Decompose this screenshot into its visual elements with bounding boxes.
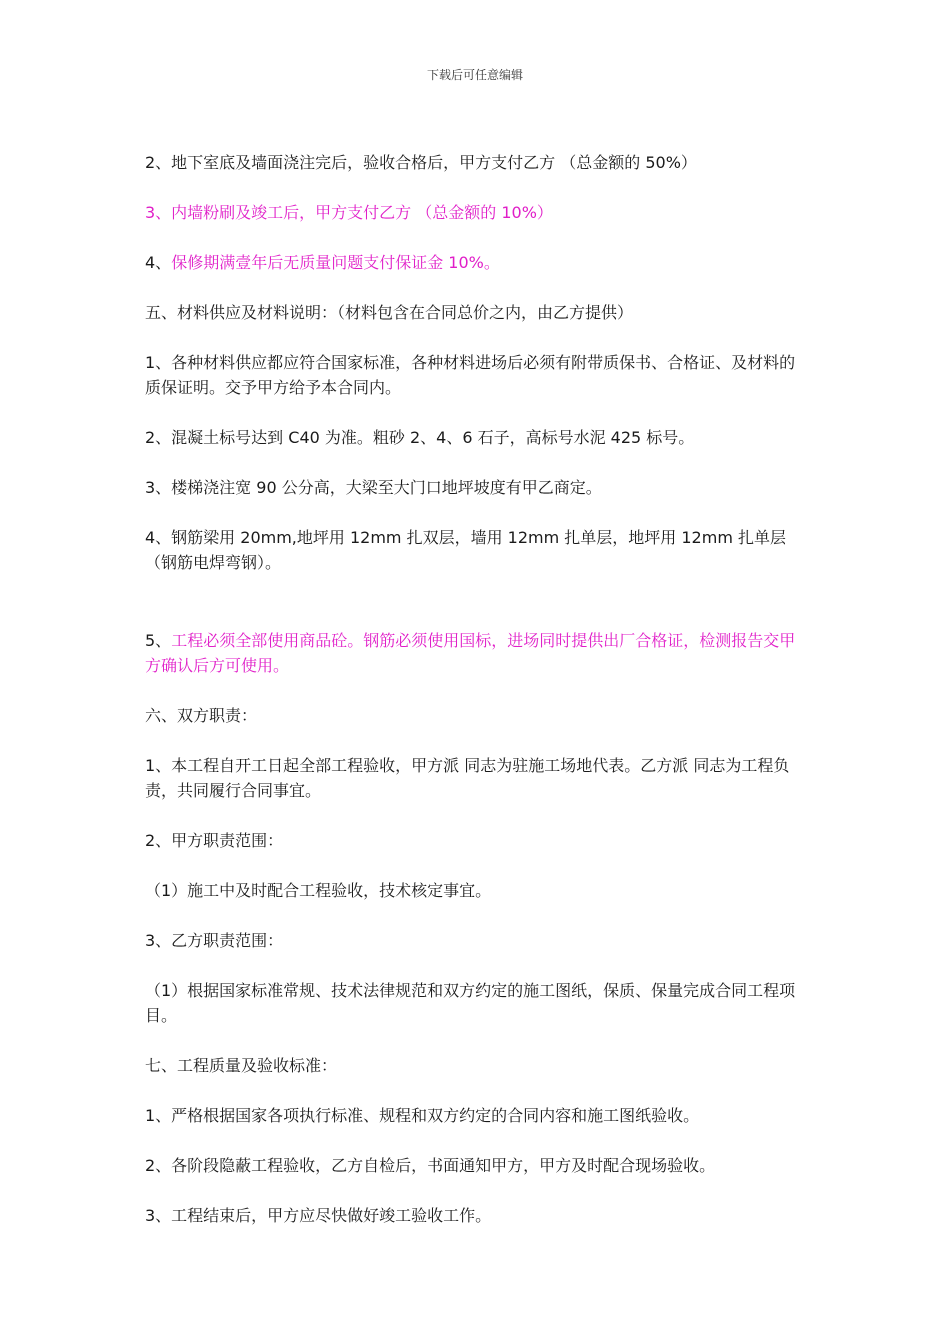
clause-number: 4、 [145, 253, 172, 272]
responsibilities-clause-2-1: （1）施工中及时配合工程验收，技术核定事宜。 [145, 881, 492, 900]
payment-clause-3: 3、内墙粉刷及竣工后，甲方支付乙方 （总金额的 10%） [145, 203, 553, 222]
quality-clause-1: 1、严格根据国家各项执行标准、规程和双方约定的合同内容和施工图纸验收。 [145, 1106, 700, 1125]
clause-text: 保修期满壹年后无质量问题支付保证金 10%。 [171, 253, 500, 272]
responsibilities-clause-1: 1、本工程自开工日起全部工程验收，甲方派 同志为驻施工场地代表。乙方派 同志为工程负责，共同履行合同事宜。 [145, 756, 790, 800]
materials-clause-4: 4、钢筋梁用 20mm,地坪用 12mm 扎双层，墙用 12mm 扎单层，地坪用 12mm 扎单层（钢筋电焊弯钢）。 [145, 528, 786, 572]
section-heading-materials: 五、材料供应及材料说明：（材料包含在合同总价之内，由乙方提供） [145, 303, 634, 322]
clause-number: 5、 [145, 631, 172, 650]
materials-clause-2: 2、混凝土标号达到 C40 为准。粗砂 2、4、6 石子，高标号水泥 425 标号。 [145, 428, 695, 447]
section-heading-responsibilities: 六、双方职责： [145, 706, 258, 725]
document-body [145, 150, 807, 1253]
section-heading-quality: 七、工程质量及验收标准： [145, 1056, 338, 1075]
clause-text: 工程必须全部使用商品砼。钢筋必须使用国标，进场同时提供出厂合格证，检测报告交甲方确认后方可使用。 [145, 631, 796, 675]
quality-clause-2: 2、各阶段隐蔽工程验收，乙方自检后，书面通知甲方，甲方及时配合现场验收。 [145, 1156, 716, 1175]
payment-clause-2: 2、地下室底及墙面浇注完后，验收合格后，甲方支付乙方 （总金额的 50%） [145, 153, 697, 172]
materials-clause-1: 1、各种材料供应都应符合国家标准，各种材料进场后必须有附带质保书、合格证、及材料的质保证明。交予甲方给予本合同内。 [145, 353, 796, 397]
responsibilities-clause-3: 3、乙方职责范围： [145, 931, 284, 950]
responsibilities-clause-3-1: （1）根据国家标准常规、技术法律规范和双方约定的施工图纸，保质、保量完成合同工程项目。 [145, 981, 796, 1025]
quality-clause-3: 3、工程结束后，甲方应尽快做好竣工验收工作。 [145, 1206, 492, 1225]
materials-clause-3: 3、楼梯浇注宽 90 公分高，大梁至大门口地坪坡度有甲乙商定。 [145, 478, 602, 497]
materials-clause-5 [145, 628, 807, 678]
responsibilities-clause-2: 2、甲方职责范围： [145, 831, 284, 850]
payment-clause-4 [145, 250, 807, 275]
page-header-note: 下载后可任意编辑 [426, 68, 523, 82]
